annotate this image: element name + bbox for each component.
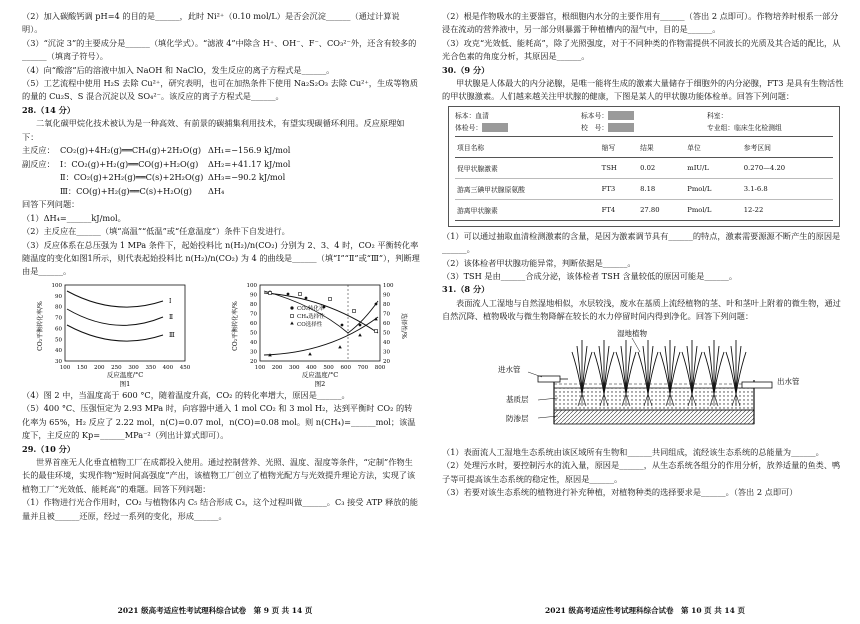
plant-leaf [643,346,648,394]
report-header-row: 标本：血清 标本号： 科室： [455,111,728,120]
tick-label: 80 [249,301,257,308]
wetland-svg [442,326,846,444]
fig1-curve-label: Ⅰ [168,297,171,305]
tick-label: 80 [54,304,62,311]
fig1-curve-3 [67,325,163,341]
legend-marker [290,306,293,309]
tick-label: 90 [382,292,390,299]
tick-label: 700 [357,364,368,371]
tick-label: 30 [382,349,390,356]
page-footer: 2021 级高考适应性考试理科综合试卷 第 9 页 共 14 页 [117,606,313,615]
fig2-ylabel-right: 选择性/% [399,313,407,339]
co2-conversion-point [286,292,289,295]
q30-heading: 30.（9 分） [442,64,490,75]
plants-label: 湿地植物 [617,328,647,338]
fig1-yticks [51,283,62,365]
plant-leaf [731,346,736,394]
q30-part2: （2）该体检者甲状腺功能异常，判断依据是______。 [442,257,636,268]
tick-label: 50 [249,330,257,337]
col-header: 参考区间 [743,143,771,152]
reaction-row: Ⅲ：CO(g)+H₂(g)══C(s)+H₂O(g) ΔH₄ [60,185,225,196]
seepage-layer-shape [554,410,754,424]
ch4-selectivity-point [268,291,271,294]
tick-label: 450 [179,364,190,371]
fig1-caption: 图1 [119,379,130,387]
table-header-row [455,136,833,157]
plant-leaf [736,346,741,394]
co2-conversion-point [374,302,377,305]
q29-part3: （3）攻克“光效低、能耗高”，除了光照强度，对于不同种类的作物需提供不同波长的光质及其合适的配比，从光合色素的角度分析，其原因是______。 [442,37,841,62]
fig2-yticks-right [383,283,394,365]
co-selectivity-point [308,352,312,355]
plant-leaf [692,346,697,394]
page-footer: 2021 级高考适应性考试理科综合试卷 第 10 页 共 14 页 [545,606,745,615]
co-selectivity-point [338,345,342,348]
tick-label: 90 [249,292,257,299]
q30-intro: 甲状腺是人体最大的内分泌腺，是唯一能将生成的激素大量储存于细胞外的内分泌腺，FT3 是具有生物活性的甲状腺激素。人们越来越关注甲状腺的健康，下图是某人的甲状腺功能体检单。回答下列问题： [442,78,844,102]
plant-leaf [604,346,609,394]
plant-leaf [626,346,631,394]
tick-label: 100 [382,282,393,289]
fig1-ylabel: CO₂平衡转化率/% [36,301,44,351]
plant-leaf [577,346,582,394]
q29-heading: 29.（10 分） [22,443,76,454]
legend-marker [290,314,293,317]
q29-part2: （2）根是作物吸水的主要器官，根细胞内水分的主要作用有______（答出 2 点即可）。作物培养时根系一部分浸在流动的营养液中，另一部分则暴露于种植槽内的湿气中，目的是______。 [442,11,839,35]
tick-label: 500 [322,364,334,371]
tick-label: 100 [254,364,265,371]
q28-figures [22,281,420,387]
fig1-curve-2 [67,309,163,325]
tick-label: 250 [110,364,122,371]
plant-leaf [687,346,692,394]
fig2-ylabel: CO₂平衡转化率/% [231,301,239,351]
tick-label: 60 [54,326,62,333]
tick-label: 100 [51,282,62,289]
tick-label: 400 [162,364,173,371]
redacted-box [608,111,634,120]
ch4-selectivity-point [374,329,377,332]
tick-label: 800 [374,364,385,371]
fig1-frame [65,285,185,361]
tick-label: 50 [382,330,390,337]
outlet-label: 出水管 [777,376,800,386]
col-header: 项目名称 [457,143,485,152]
tick-label: 200 [93,364,105,371]
report-table [455,136,833,221]
plant-leaf [599,346,604,394]
plant-leaf [709,346,714,394]
col-header: 结果 [640,143,654,152]
table-row: 游离甲状腺素 FT4 27.80 Pmol/L 12-22 [455,199,833,220]
q27-part5: （5）工艺流程中使用 H₂S 去除 Cu²⁺，研究表明，也可在加热条件下使用 Na₂S₂O₃ 去除 Cu²⁺，生成等物质的量的 Cu₂S、S 混合沉淀以及 SO₄²⁻。该反应的离子方程式是______。 [22,78,418,102]
q30-part3: （3）TSH 是由______合成分泌，该体检者 TSH 含量较低的原因可能是______。 [442,271,738,282]
q28-intro: 二氧化碳甲烷化技术被认为是一种高效、有前景的碳捕集利用技术，有望实现碳循环利用。反应原理如下： [22,118,405,142]
figure-2 [230,281,408,387]
tick-label: 200 [271,364,282,371]
tick-label: 20 [382,358,390,365]
tick-label: 40 [382,339,390,346]
tick-label: 70 [382,311,390,318]
ch4-selectivity-point [352,309,355,312]
page-10 [430,0,860,624]
q28-part3: （3）反应体系在总压强为 1 MPa 条件下，起始投料比 n(H₂)/n(CO₂) 分别为 2、3、4 时，CO₂ 平衡转化率随温度的变化如图1所示，则代表起始投料比 n(H₂)/n(CO₂) 为 4 的曲线是______（填“Ⅰ”“Ⅱ”或“Ⅲ”），判断理由是______。 [22,239,420,277]
tick-label: 20 [249,358,257,365]
fig2-legend-item: CH₄选择性 [296,313,325,320]
plant-leaf [582,346,587,394]
figure-1 [35,281,205,387]
q29-intro: 世界首座无人化垂直植物工厂在成都投入使用。通过控制营养、光照、温度、湿度等条件，“定制”作物生长的最佳环境，实现作物“短时间高强度”产出，该植物工厂创立了植物光配方与光效提升理论方法，实现了该植物工厂“光效低、能耗高”的难题。回答下列问题： [22,456,416,494]
tick-label: 300 [288,364,300,371]
co2-conversion-point [340,323,343,326]
fig2-legend-item: CO选择性 [296,321,322,328]
wetland-diagram [442,326,846,444]
plant-leaf [670,346,675,394]
tick-label: 30 [249,349,257,356]
tick-label: 50 [54,337,62,344]
redacted-box [482,123,508,132]
q31-part1: （1）表面流人工湿地生态系统由该区域所有生物和______共同组成，流经该生态系统的总能量为______。 [442,446,824,457]
fig2-yticks [246,283,257,365]
fig2-caption: 图2 [314,379,325,387]
seepage-label: 防渗层 [506,413,529,423]
q31-heading: 31.（8 分） [442,284,490,295]
q30-part1: （1）可以通过抽取血清检测激素的含量，是因为激素调节具有______的特点，激素需要源源不断产生的原因是______。 [442,230,841,255]
co-selectivity-point [358,333,362,336]
table-row: 促甲状腺激素 TSH 0.02 mIU/L 0.270—4.20 [455,157,833,178]
tick-label: 100 [59,364,70,371]
report-header-row: 体检号： 校 号： 专业组：临床生化检测组 [455,123,782,132]
co2-conversion-point [358,323,361,326]
tick-label: 400 [305,364,317,371]
tick-label: 100 [246,282,257,289]
q29-part1: （1）作物进行光合作用时，CO₂ 与植物体内 C₅ 结合形成 C₃，这个过程叫做______。C₃ 接受 ATP 释放的能量并且被______还原，经过一系列的变化，形成______。 [22,497,418,521]
ch4-selectivity-point [298,292,301,295]
fig1-xlabel: 反应温度/°C [106,370,143,379]
substrate-label: 基质层 [506,394,529,404]
q31-intro: 表面流人工湿地与自然湿地相似，水层较浅，废水在基质上流经植物的茎、叶和茎叶上附着的微生物，通过自然沉降、植物吸收与微生物降解在较长的水力停留时间内得到净化。回答下列问题： [442,297,841,322]
inlet-label: 进水管 [498,364,521,374]
fig2-legend-item: CO₂转化率 [296,305,324,312]
tick-label: 60 [382,320,390,327]
reaction-row: Ⅱ：CO₂(g)+2H₂(g)══C(s)+2H₂O(g) ΔH₃=−90.2 kJ/mol [60,172,286,183]
q28-part5: （5）400 °C、压强恒定为 2.93 MPa 时，向容器中通入 1 mol CO₂ 和 3 mol H₂，达到平衡时 CO₂ 的转化率为 65%，H₂ 反应了 2.22 mol，n(C)=0.07 mol，n(CO)=0.08 mol。则 n(CH₄)=______mol；该温度下，主反应的 Kp=______MPa⁻²（列出计算式即可）。 [22,403,416,441]
q28-ask: 回答下列问题： [22,199,80,210]
tick-label: 60 [249,320,257,327]
co2-conversion-point [304,296,307,299]
tick-label: 40 [54,348,62,355]
fig2-xlabel: 反应温度/°C [301,370,338,379]
q27-part3: （3）“沉淀 3”的主要成分是______（填化学式）。“滤液 4”中除含 H⁺、OH⁻、F⁻、CO₃²⁻外，还含有较多的______（填离子符号）。 [22,37,417,62]
tick-label: 70 [54,315,62,322]
tick-label: 30 [54,358,62,365]
reaction-row: 主反应： CO₂(g)+4H₂(g)══CH₄(g)+2H₂O(g) ΔH₁=−156.9 kJ/mol [22,145,291,156]
tick-label: 300 [127,364,139,371]
tick-label: 80 [382,301,390,308]
outlet-pipe [742,382,772,388]
tick-label: 70 [249,311,257,318]
substrate-layer-shape [554,388,754,410]
q31-part3: （3）若要对该生态系统的植物进行补充种植，对植物种类的选择要求是______。（答出 2 点即可） [442,486,798,497]
fig1-curve-label: Ⅲ [168,331,175,339]
thyroid-report [448,106,840,227]
redacted-box [608,123,634,132]
q28-part1: （1）ΔH₄=______kJ/mol。 [22,212,126,223]
q28-part4: （4）图 2 中，当温度高于 600 °C，随着温度升高，CO₂ 的转化率增大，原因是______。 [22,389,350,400]
fig1-curve-1 [67,291,163,307]
tick-label: 90 [54,293,62,300]
fig1-curve-label: Ⅱ [168,313,173,321]
table-row: 游离三碘甲状腺原氨酸 FT3 8.18 Pmol/L 3.1-6.8 [455,178,833,199]
tick-label: 40 [249,339,257,346]
q27-part2: （2）加入碳酸钙调 pH=4 的目的是______，此时 Ni²⁺（0.10 mol/L）是否会沉淀______（通过计算说明）。 [22,11,400,35]
tick-label: 150 [76,364,87,371]
col-header: 单位 [687,143,701,152]
q31-part2: （2）处理污水时，要控制污水的流入量，原因是______，从生态系统各组分的作用分析，放养适量的鱼类、鸭子等可提高该生态系统的稳定性，原因是______。 [442,460,841,484]
plant-leaf [648,346,653,394]
tick-label: 600 [339,364,351,371]
q28-reactions [22,144,420,198]
reaction-row: 副反应： Ⅰ：CO₂(g)+H₂(g)══CO(g)+H₂O(g) ΔH₂=+41.17 kJ/mol [22,158,291,169]
legend-marker [290,321,294,324]
fig2-markers [268,290,378,356]
ch4-selectivity-point [328,297,331,300]
col-header: 缩写 [601,143,616,152]
plant-leaf [665,346,670,394]
tick-label: 350 [144,364,156,371]
q28-heading: 28.（14 分） [22,104,76,115]
q28-part2: （2）主反应在______（填“高温”“低温”或“任意温度”）条件下自发进行。 [22,226,290,237]
plant-leaf [714,346,719,394]
q27-part4: （4）向“酸溶”后的溶液中加入 NaOH 和 NaClO，发生反应的离子方程式是______。 [22,64,335,75]
plant-leaf [621,346,626,394]
